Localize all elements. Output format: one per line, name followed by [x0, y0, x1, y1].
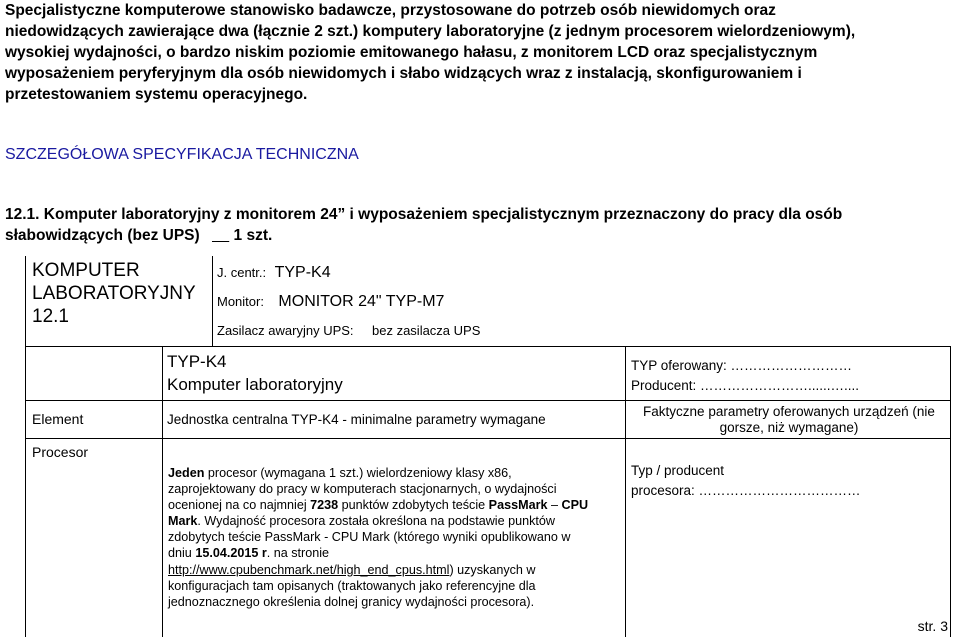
proc-line: zaprojektowany do pracy w komputerach stacjonarnych, o wydajności [168, 482, 557, 497]
j-centr-value: TYP-K4 [274, 264, 331, 281]
col-offered-line: gorsze, niż wymagane) [719, 420, 859, 435]
col-offered-header [631, 404, 947, 436]
intro-line: wyposażeniem peryferyjnym dla osób niewidomych i słabo widzących wraz z instalacją, skonfigurowaniem i [5, 65, 802, 82]
monitor-row [217, 293, 444, 311]
row-element-procesor: Procesor [32, 444, 89, 460]
proc-line [168, 497, 628, 513]
proc-text: . na stronie [266, 546, 330, 561]
j-centr-row [217, 264, 331, 282]
proc-text: procesor (wymagana 1 szt.) wielordzeniowy klasy x86, [204, 466, 512, 480]
proc-line [168, 513, 628, 529]
typ-producent-label: Typ / producent [631, 463, 725, 478]
processor-requirements [168, 465, 628, 610]
proc-line: jednoznacznego określenia dolnej granicy wydajności procesora). [168, 594, 535, 609]
ups-value: bez zasilacza UPS [372, 323, 481, 338]
type-name: Komputer laboratoryjny [167, 375, 343, 394]
proc-text: punktów zdobytych teście [338, 498, 489, 513]
proc-bold: 7238 [310, 498, 339, 513]
proc-text: ) uzyskanych w [449, 562, 536, 577]
spec-heading: SZCZEGÓŁOWA SPECYFIKACJA TECHNICZNA [5, 146, 359, 163]
proc-bold: 15.04.2015 r [195, 546, 267, 561]
table-border-right [950, 346, 951, 637]
proc-bold: Jeden [168, 466, 205, 480]
komputer-title-line: KOMPUTER [32, 260, 140, 281]
section-title-line1: 12.1. Komputer laboratoryjny z monitorem 24” i wyposażeniem specjalistycznym przeznaczony do pracy dla osób [5, 206, 843, 223]
box-divider [212, 256, 213, 346]
intro-line: Specjalistyczne komputerowe stanowisko badawcze, przystosowane do potrzeb osób niewidomych oraz [5, 2, 776, 19]
table-row-divider [25, 438, 951, 439]
j-centr-label: J. centr.: [217, 265, 267, 280]
komputer-title [32, 259, 196, 328]
section-title [5, 204, 950, 246]
proc-text: . Wydajność procesora została określona na podstawie punktów [197, 514, 556, 529]
intro-line: wysokiej wydajności, o bardzo niskim poziomie emitowanego hałasu, z monitorem LCD oraz specjalistycznym [5, 44, 818, 61]
proc-line: zdobytych teście PassMark - CPU Mark (którego wyniki opublikowano w [168, 530, 571, 545]
table-border-left [25, 346, 26, 637]
table-row-divider [25, 400, 951, 401]
section-title-prefix: słabowidzących (bez UPS) [5, 227, 200, 244]
quantity-underline [212, 227, 229, 244]
monitor-label: Monitor: [217, 294, 264, 309]
proc-line [168, 545, 628, 561]
offered-type-label: TYP oferowany: ……………………… [631, 358, 853, 373]
intro-line: przetestowaniem systemu operacyjnego. [5, 86, 308, 103]
proc-line [168, 562, 628, 578]
proc-line: konfiguracjach tam opisanych (traktowanych jako referencyjne dla [168, 578, 536, 593]
proc-bold: Mark [168, 514, 198, 529]
intro-paragraph [5, 0, 950, 105]
page-number: str. 3 [917, 618, 948, 634]
quantity-label: 1 szt. [233, 227, 273, 244]
type-code: TYP-K4 [167, 352, 227, 371]
komputer-title-line: LABORATORYJNY [32, 283, 196, 304]
section-title-line2 [5, 225, 950, 246]
col-offered-line: Faktyczne parametry oferowanych urządzeń (nie [643, 404, 935, 419]
proc-line [168, 465, 628, 481]
ups-label: Zasilacz awaryjny UPS: [217, 323, 354, 338]
proc-bold: CPU [561, 498, 589, 513]
proc-bold: PassMark [488, 498, 548, 513]
col-requirements-header: Jednostka centralna TYP-K4 - minimalne parametry wymagane [167, 412, 546, 427]
col-element-header: Element [32, 411, 84, 427]
table-row-divider [25, 346, 951, 347]
komputer-title-line: 12.1 [32, 306, 69, 327]
proc-text: dniu [168, 546, 196, 561]
proc-text: – [547, 498, 562, 513]
monitor-value: MONITOR 24" TYP-M7 [278, 293, 445, 310]
proc-text: ocenionej na co najmniej [168, 498, 311, 513]
procesora-field[interactable]: procesora: ……………………………… [631, 483, 861, 498]
box-left-border [25, 256, 26, 346]
cpubenchmark-link[interactable]: http://www.cpubenchmark.net/high_end_cpus.html [168, 562, 450, 577]
table-col-divider [162, 346, 163, 637]
intro-line: niedowidzących zawierające dwa (łącznie 2 szt.) komputery laboratoryjne (z jednym procesorem wielordzeniowym), [5, 23, 856, 40]
ups-row [217, 322, 480, 340]
producer-label: Producent: ……………………......….... [631, 378, 860, 393]
